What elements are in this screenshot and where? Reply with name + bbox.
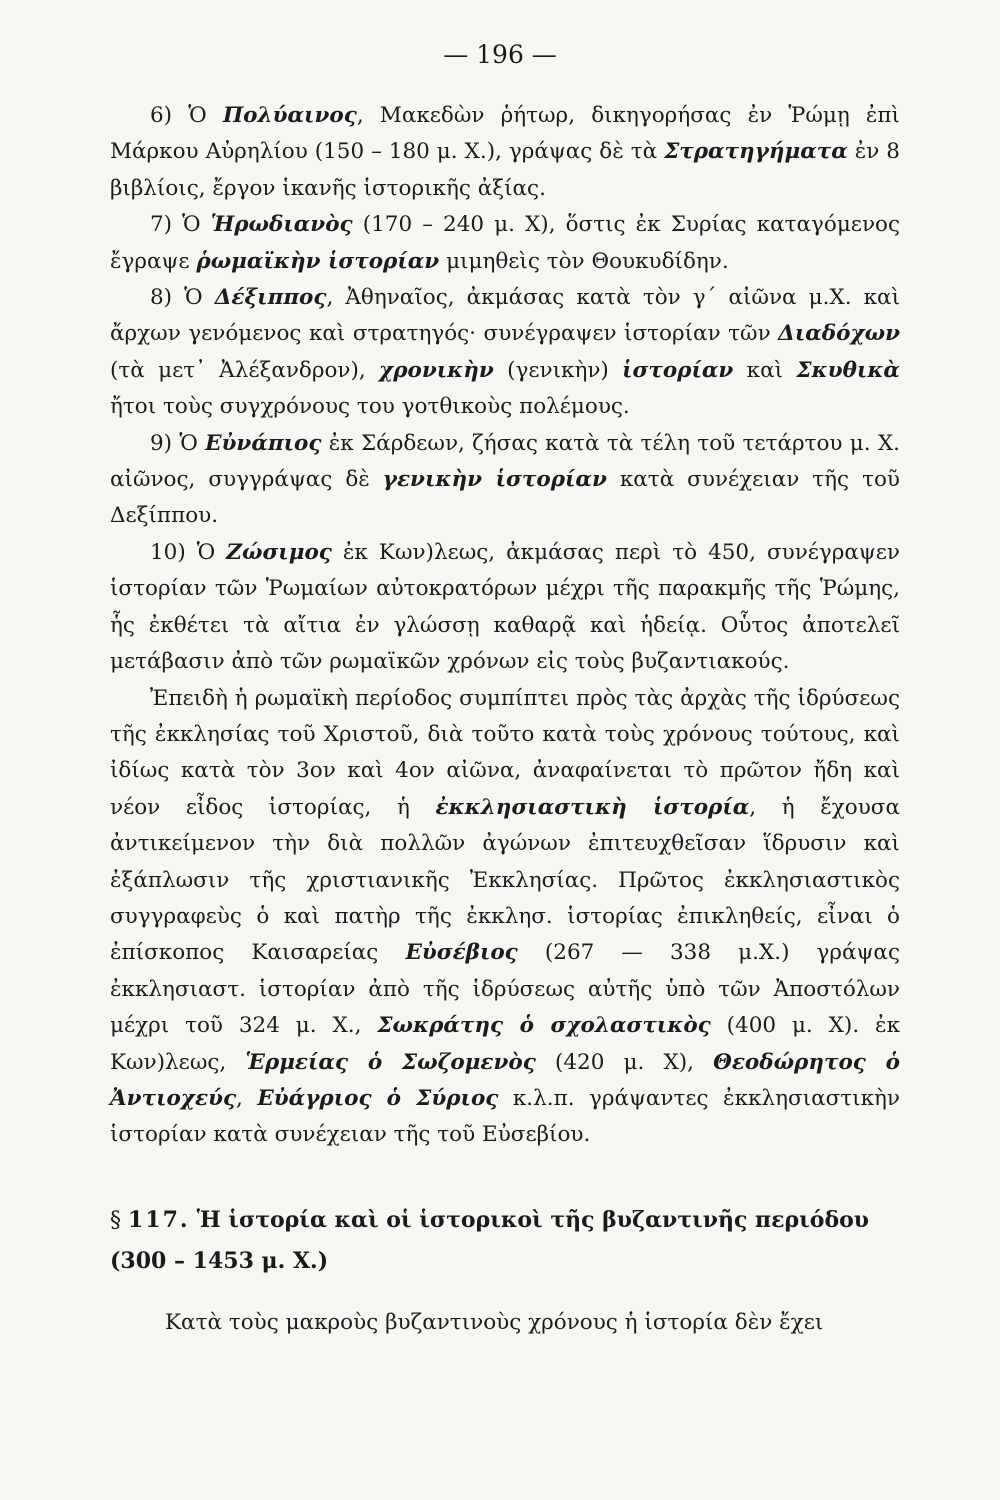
work-title: γενικὴν ἱστορίαν: [382, 467, 607, 493]
paragraph-zosimus: 10) Ὁ Ζώσιμος ἐκ Κων)λεως, ἀκμάσας περὶ τὸ 450, συνέγραψεν ἱστορίαν τῶν Ῥωμαίων αὐτοκρατόρων μέχρι τῆς παρακμῆς τῆς Ῥώμης, ἧς ἐκθέτει τὰ αἴτια ἐν γλώσσῃ καθαρᾷ καὶ ἡδείᾳ. Οὗτος ἀποτελεῖ μετάβασιν ἀπὸ τῶν ρωμαϊκῶν χρόνων εἰς τοὺς βυζαντιακούς.: [110, 539, 900, 675]
work-title: ἱστορίαν: [622, 357, 734, 383]
section-title: Ἡ ἱστορία καὶ οἱ ἱστορικοὶ τῆς βυζαντινῆς περιόδου (300 – 1453 μ. Χ.): [110, 1207, 870, 1274]
section-heading: [110, 1200, 900, 1282]
paragraph-dexippus: 8) Ὁ Δέξιππος, Ἀθηναῖος, ἀκμάσας κατὰ τὸν γ΄ αἰῶνα μ.Χ. καὶ ἄρχων γενόμενος καὶ στρατηγός· συνέγραψεν ἱστορίαν τῶν Διαδόχων (τὰ μετ᾽ Ἀλέξανδρον), χρονικὴν (γενικὴν) ἱστορίαν καὶ Σκυθικὰ ἤτοι τοὺς συγχρόνους του γοτθικοὺς πολέμους.: [110, 285, 900, 420]
body-text: [110, 98, 900, 1154]
paragraph-byzantine-start: Κατὰ τοὺς μακροὺς βυζαντινοὺς χρόνους ἡ ἱστορία δὲν ἔχει: [165, 1310, 824, 1335]
author-name: Εὐνάπιος: [205, 430, 322, 456]
author-name: Θεοδώρητος ὁ Ἀντιοχεύς: [110, 1049, 901, 1111]
paragraph-herodian: 7) Ὁ Ἡρωδιανὸς (170 – 240 μ. Χ), ὅστις ἐκ Συρίας καταγόμενος ἔγραψε ῥωμαϊκὴν ἱστορίαν μιμηθεὶς τὸν Θουκυδίδην.: [110, 212, 900, 274]
work-title: ῥωμαϊκὴν ἱστορίαν: [196, 248, 440, 274]
work-title: χρονικὴν: [379, 357, 494, 383]
work-title: Στρατηγήματα: [664, 139, 848, 165]
section-sign: §: [110, 1208, 121, 1233]
paragraph-eunapius: 9) Ὁ Εὐνάπιος ἐκ Σάρδεων, ζήσας κατὰ τὰ τέλη τοῦ τετάρτου μ. Χ. αἰῶνος, συγγράψας δὲ γενικὴν ἱστορίαν κατὰ συνέχειαν τῆς τοῦ Δεξίππου.: [110, 430, 901, 529]
author-name: Πολύαινος: [222, 103, 357, 128]
author-name: Εὐάγριος ὁ Σύριος: [257, 1085, 499, 1111]
paragraph-church-history: Ἐπειδὴ ἡ ρωμαϊκὴ περίοδος συμπίπτει πρὸς τὰς ἀρχὰς τῆς ἱδρύσεως τῆς ἐκκλησίας τοῦ Χριστοῦ, διὰ τοῦτο κατὰ τοὺς χρόνους τούτους, καὶ ἰδίως κατὰ τὸν 3ον καὶ 4ον αἰῶνα, ἀναφαίνεται τὸ πρῶτον ἤδη καὶ νέον εἶδος ἱστορίας, ἡ ἐκκλησιαστικὴ ἱστορία, ἡ ἔχουσα ἀντικείμενον τὴν διὰ πολλῶν ἀγώνων ἐπιτευχθεῖσαν ἵδρυσιν καὶ ἐξάπλωσιν τῆς χριστιανικῆς Ἐκκλησίας. Πρῶτος ἐκκλησιαστικὸς συγγραφεὺς ὁ καὶ πατὴρ τῆς ἐκκλησ. ἱστορίας ἐπικληθείς, εἶναι ὁ ἐπίσκοπος Καισαρείας Εὐσέβιος (267 — 338 μ.Χ.) γράψας ἐκκλησιαστ. ἱστορίαν ἀπὸ τῆς ἱδρύσεως αὐτῆς ὑπὸ τῶν Ἀποστόλων μέχρι τοῦ 324 μ. Χ., Σωκράτης ὁ σχολαστικὸς (400 μ. Χ). ἐκ Κων)λεως, Ἑρμείας ὁ Σωζομενὸς (420 μ. Χ), Θεοδώρητος ὁ Ἀντιοχεύς, Εὐάγριος ὁ Σύριος κ.λ.π. γράψαντες ἐκκλησιαστικὴν ἱστορίαν κατὰ συνέχειαν τῆς τοῦ Εὐσεβίου.: [110, 685, 901, 1148]
work-title: Διαδόχων: [778, 321, 900, 347]
author-name: Ζώσιμος: [226, 539, 332, 565]
author-name: Εὐσέβιος: [405, 940, 518, 966]
page-number: — 196 —: [443, 40, 557, 69]
author-name: Ἑρμείας ὁ Σωζομενὸς: [245, 1049, 536, 1075]
author-name: Σωκράτης ὁ σχολαστικὸς: [377, 1013, 711, 1039]
work-title: ἐκκλησιαστικὴ ἱστορία: [435, 794, 750, 820]
paragraph-polyaenus: 6) Ὁ Πολύαινος, Μακεδὼν ῥήτωρ, δικηγορήσας ἐν Ῥώμῃ ἐπὶ Μάρκου Αὐρηλίου (150 – 180 μ. Χ.), γράψας δὲ τὰ Στρατηγήματα ἐν 8 βιβλίοις, ἔργον ἱκανῆς ἱστορικῆς ἀξίας.: [110, 103, 900, 201]
work-title: Σκυθικὰ: [796, 357, 900, 383]
author-name: Ἡρωδιανὸς: [210, 212, 353, 238]
section-number: 117.: [128, 1207, 190, 1233]
author-name: Δέξιππος: [214, 285, 327, 311]
